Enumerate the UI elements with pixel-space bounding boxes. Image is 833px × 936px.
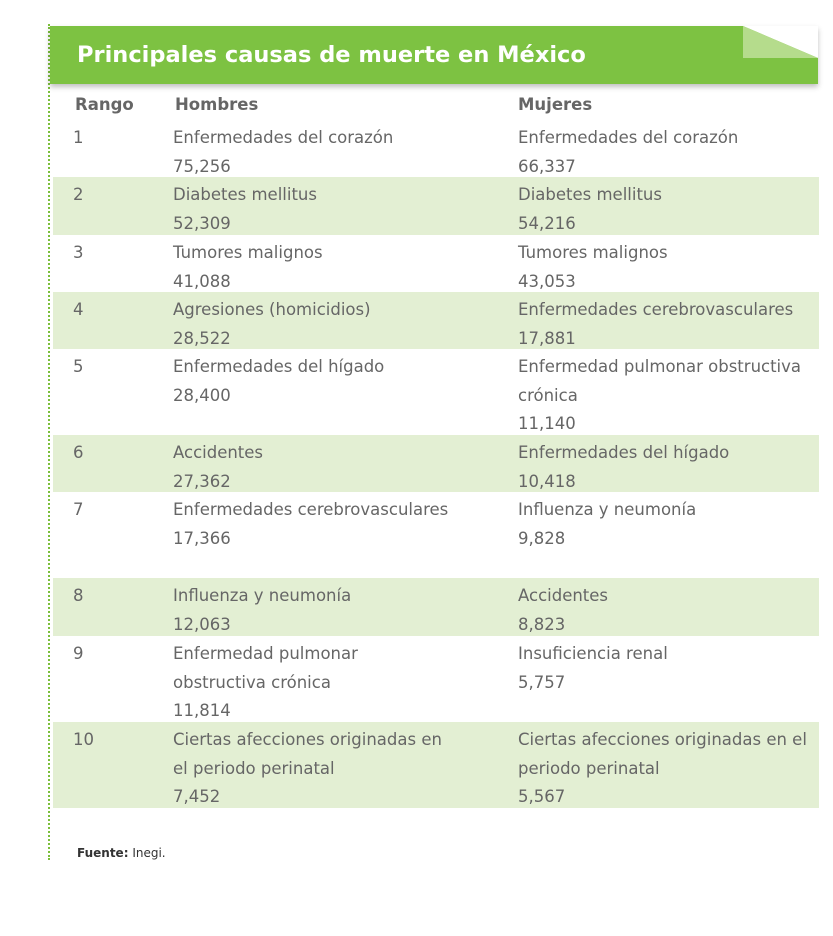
table-row [53,636,819,722]
men-count: 75,256 [173,156,231,176]
men-count: 41,088 [173,271,231,291]
rank-cell: 7 [73,500,84,519]
women-count: 11,140 [518,414,576,434]
women-cause: Insuficiencia renal [518,644,668,663]
men-cell [173,582,453,639]
men-count: 28,522 [173,328,231,348]
header-rank: Rango [75,95,134,114]
women-cell [518,439,818,496]
table-row [53,435,819,492]
women-count: 5,757 [518,672,566,692]
men-cell [173,640,453,726]
causes-table [53,90,819,808]
women-cause: Diabetes mellitus [518,185,662,204]
women-cause: Accidentes [518,586,609,605]
women-cell [518,640,818,697]
men-cell [173,353,453,410]
men-count: 27,362 [173,471,231,491]
men-cause: Enfermedades del corazón [173,128,394,147]
table-row [53,235,819,292]
women-count: 9,828 [518,528,566,548]
table-row [53,722,819,808]
page-title: Principales causas de muerte en México [77,42,586,68]
dotted-border-left [48,24,50,860]
men-cell [173,239,453,296]
women-cell [518,496,818,553]
women-cell [518,124,818,181]
men-cell [173,296,453,353]
women-count: 17,881 [518,328,576,348]
men-cause: Agresiones (homicidios) [173,300,371,319]
rank-cell: 3 [73,243,84,262]
women-count: 10,418 [518,471,576,491]
title-banner [50,26,818,84]
table-row [53,177,819,235]
men-count: 7,452 [173,787,221,807]
men-count: 28,400 [173,385,231,405]
women-cell [518,296,818,353]
header-men: Hombres [175,95,259,114]
table-row [53,349,819,435]
women-cell [518,582,818,639]
men-cause: Ciertas afecciones originadas en el periodo perinatal [173,730,442,778]
women-count: 66,337 [518,156,576,176]
women-cause: Tumores malignos [518,243,668,262]
men-cell [173,181,453,238]
men-cell [173,439,453,496]
men-cause: Enfermedades del hígado [173,357,385,376]
table-row [53,292,819,349]
men-count: 17,366 [173,528,231,548]
women-cause: Ciertas afecciones originadas en el periodo perinatal [518,730,807,778]
table-row [53,120,819,177]
men-cause: Enfermedades cerebrovasculares [173,500,449,519]
women-cell [518,181,818,238]
women-cell [518,239,818,296]
men-cause: Diabetes mellitus [173,185,317,204]
table-body [53,120,819,808]
table-row [53,578,819,636]
men-cell [173,124,453,181]
rank-cell: 2 [73,185,84,204]
women-count: 8,823 [518,614,566,634]
women-count: 43,053 [518,271,576,291]
rank-cell: 8 [73,586,84,605]
men-cause: Enfermedad pulmonar obstructiva crónica [173,644,358,692]
source-note [77,846,166,860]
women-cell [518,353,818,439]
women-cell [518,726,818,812]
table-row [53,492,819,578]
rank-cell: 10 [73,730,94,749]
rank-cell: 6 [73,443,84,462]
women-cause: Enfermedades del corazón [518,128,739,147]
women-cause: Enfermedad pulmonar obstructiva crónica [518,357,802,405]
women-cause: Enfermedades del hígado [518,443,730,462]
men-count: 52,309 [173,213,231,233]
source-label: Fuente: [77,846,129,860]
source-text: Inegi. [132,846,166,860]
women-cause: Influenza y neumonía [518,500,697,519]
rank-cell: 4 [73,300,84,319]
folded-corner-flap [743,26,818,58]
women-cause: Enfermedades cerebrovasculares [518,300,794,319]
men-cause: Tumores malignos [173,243,323,262]
men-cell [173,496,453,553]
men-cause: Accidentes [173,443,264,462]
men-count: 11,814 [173,701,231,721]
men-cell [173,726,453,812]
men-count: 12,063 [173,614,231,634]
rank-cell: 5 [73,357,84,376]
men-cause: Influenza y neumonía [173,586,352,605]
rank-cell: 9 [73,644,84,663]
women-count: 5,567 [518,787,566,807]
header-women: Mujeres [518,95,593,114]
table-header [53,90,819,120]
women-count: 54,216 [518,213,576,233]
rank-cell: 1 [73,128,84,147]
